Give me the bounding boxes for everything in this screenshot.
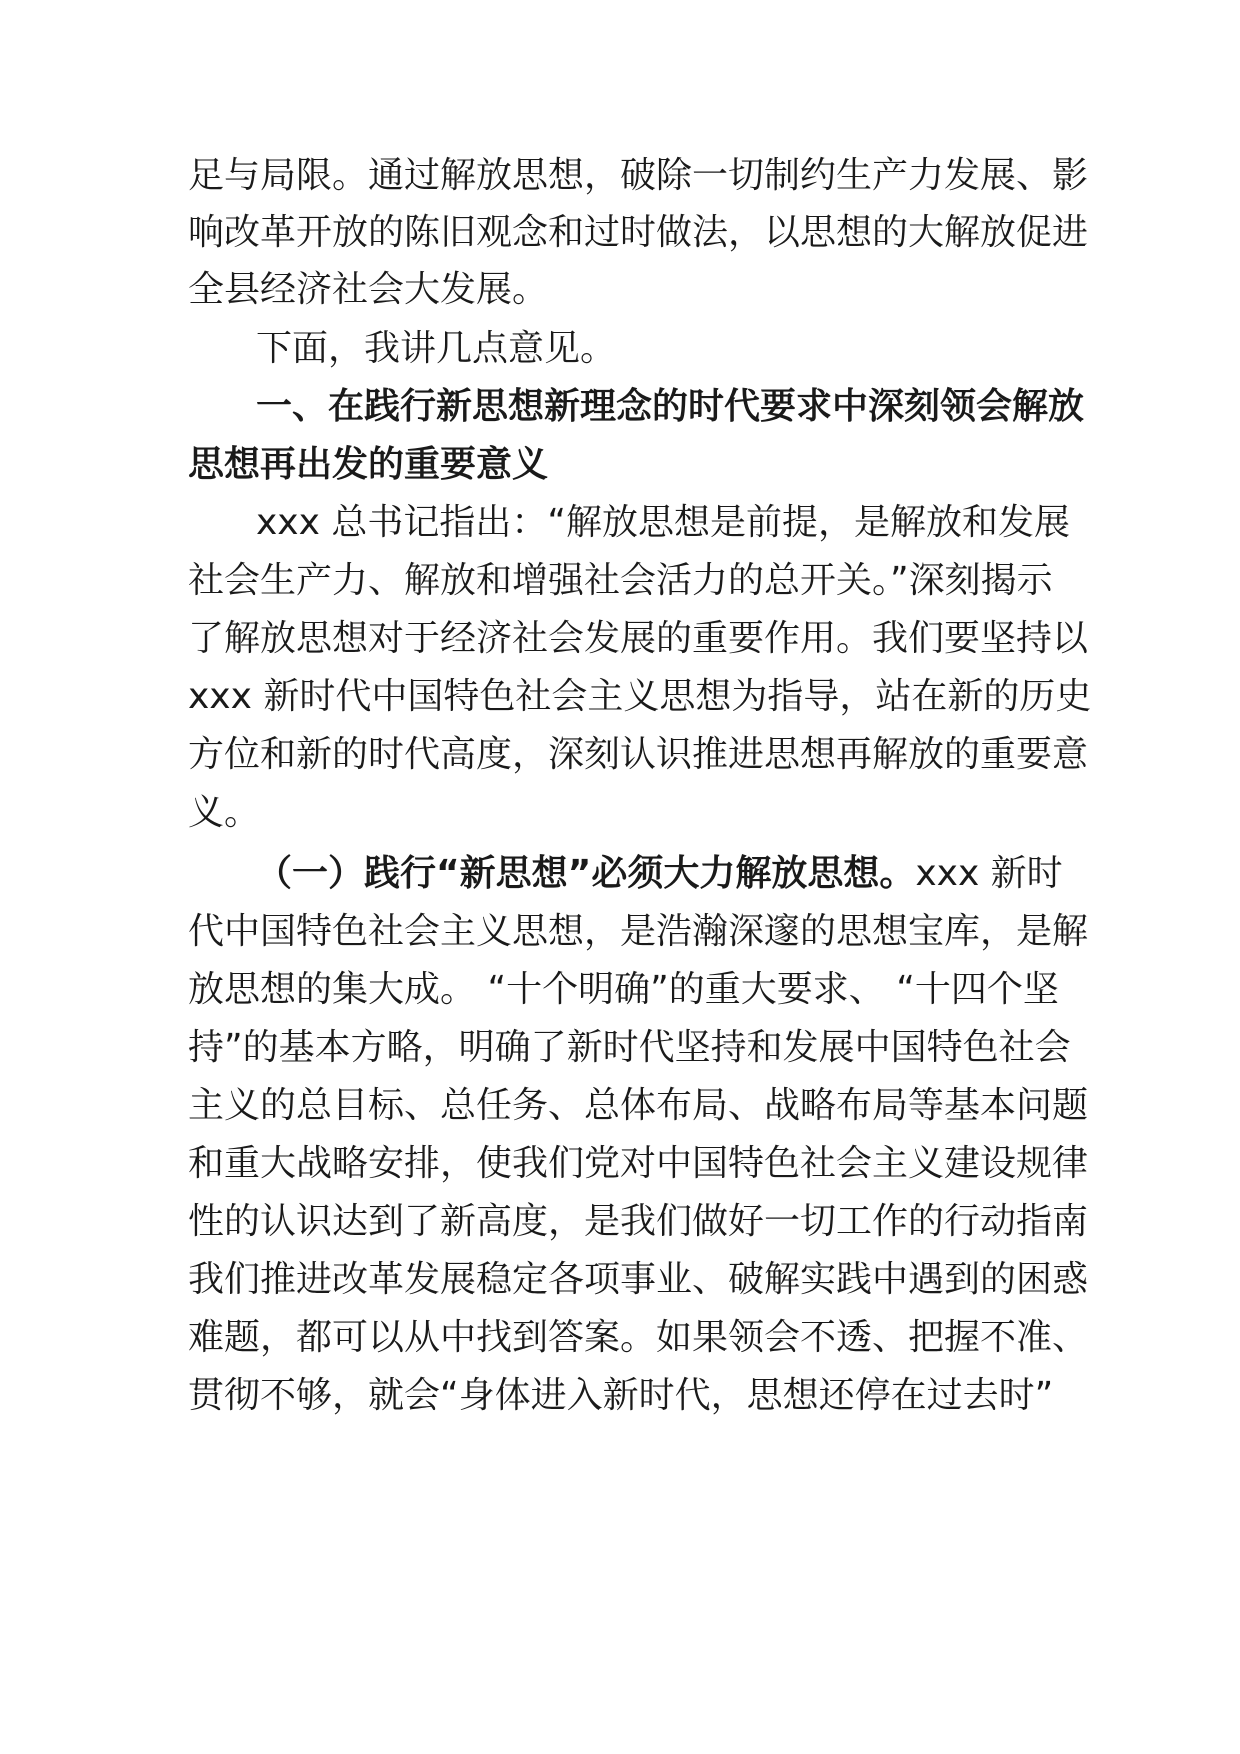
body-text-line: 持”的基本方略，明确了新时代坚持和发展中国特色社会 [188,1027,1071,1068]
section-heading-line: 思想再出发的重要意义 [188,444,549,485]
body-text-line: xxx 总书记指出：“解放思想是前提，是解放和发展 [256,502,1071,543]
subsection-line [256,852,1063,896]
body-text-line: 足与局限。通过解放思想，破除一切制约生产力发展、影 [188,155,1089,196]
subsection-heading: （一）践行“新思想”必须大力解放思想。 [256,853,916,894]
body-text-line: 和重大战略安排，使我们党对中国特色社会主义建设规律 [188,1143,1089,1184]
body-text-line: 代中国特色社会主义思想，是浩瀚深邃的思想宝库，是解 [188,911,1089,952]
body-text-line: 方位和新的时代高度，深刻认识推进思想再解放的重要意 [188,734,1089,775]
body-text-line: 义。 [188,792,261,833]
body-text-line: 性的认识达到了新高度，是我们做好一切工作的行动指南 [188,1201,1089,1242]
subsection-lead-text: xxx 新时 [915,853,1063,894]
body-text-line: 贯彻不够，就会“身体进入新时代，思想还停在过去时” [188,1375,1054,1416]
body-text-line: 社会生产力、解放和增强社会活力的总开关。”深刻揭示 [188,560,1053,601]
body-text-line: 难题，都可以从中找到答案。如果领会不透、把握不准、 [188,1317,1089,1358]
body-text-line: xxx 新时代中国特色社会主义思想为指导，站在新的历史 [188,676,1092,717]
body-text-line: 下面，我讲几点意见。 [256,328,617,369]
section-heading-line: 一、在践行新思想新理念的时代要求中深刻领会解放 [256,386,1085,427]
body-text-line: 响改革开放的陈旧观念和过时做法，以思想的大解放促进 [188,212,1089,253]
body-text-line: 了解放思想对于经济社会发展的重要作用。我们要坚持以 [188,618,1089,659]
body-text-line: 主义的总目标、总任务、总体布局、战略布局等基本问题 [188,1085,1089,1126]
body-text-line: 放思想的集大成。 “十个明确”的重大要求、 “十四个坚 [188,969,1059,1010]
body-text-line: 全县经济社会大发展。 [188,269,549,310]
body-text-line: 我们推进改革发展稳定各项事业、破解实践中遇到的困惑 [188,1259,1089,1300]
